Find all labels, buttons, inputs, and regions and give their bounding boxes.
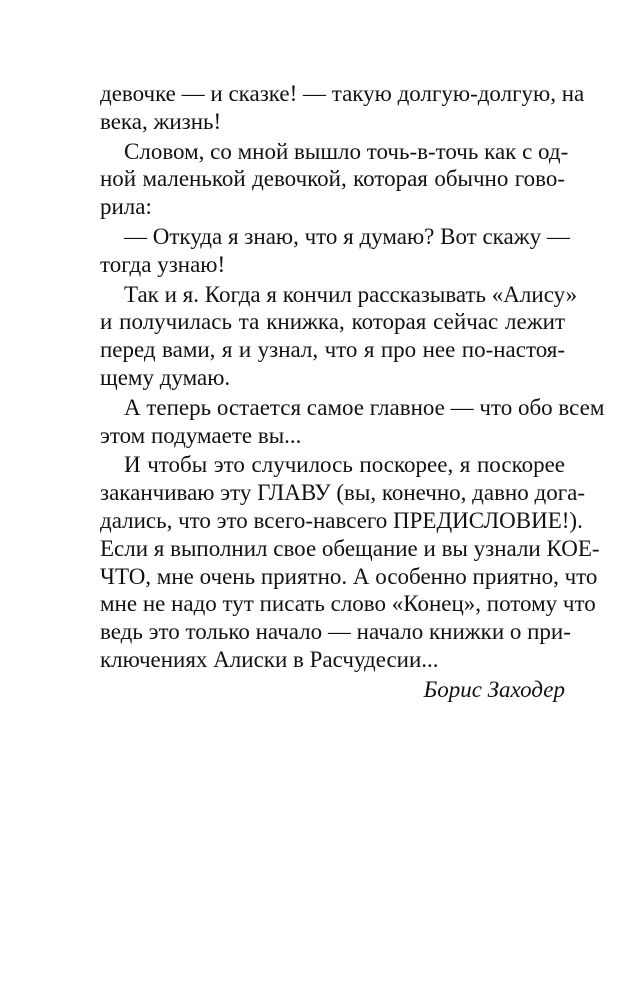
text-line: рила: — [100, 194, 152, 220]
book-page-text — [100, 80, 605, 704]
text-line: заканчиваю эту ГЛАВУ (вы, конечно, давно дога- — [100, 480, 585, 506]
text-line: — Откуда я знаю, что я думаю? Вот скажу — — [124, 223, 570, 249]
paragraph-4 — [100, 281, 578, 392]
text-line: ключениях Алиски в Расчудесии... — [100, 646, 439, 672]
paragraph-6 — [100, 451, 600, 673]
text-line: ной маленькой девочкой, которая обычно гово- — [100, 166, 565, 192]
paragraph-5 — [100, 394, 605, 450]
text-line: Если я выполнил свое обещание и вы узнали КОЕ- — [100, 535, 600, 561]
paragraph-2 — [100, 138, 569, 221]
text-line: Словом, со мной вышло точь-в-точь как с од- — [124, 138, 569, 164]
text-line: щему думаю. — [100, 364, 231, 390]
text-line: ведь это только начало — начало книжки о при- — [100, 619, 571, 645]
text-line: Так и я. Когда я кончил рассказывать «Алису» — [124, 281, 578, 307]
text-line: и получилась та книжка, которая сейчас лежит — [100, 309, 565, 335]
paragraph-1 — [100, 80, 585, 136]
text-line: дались, что это всего-навсего ПРЕДИСЛОВИЕ!). — [100, 507, 583, 533]
text-line: этом подумаете вы... — [100, 422, 302, 448]
text-line: века, жизнь! — [100, 108, 222, 134]
text-line: А теперь остается самое главное — что обо всем — [124, 394, 605, 420]
text-line: тогда узнаю! — [100, 251, 226, 277]
author-signature: Борис Заходер — [423, 676, 565, 702]
text-line: мне не надо тут писать слово «Конец», потому что — [100, 591, 596, 617]
paragraph-3 — [100, 223, 570, 279]
text-line: девочке — и сказке! — такую долгую-долгую, на — [100, 81, 585, 106]
text-line: ЧТО, мне очень приятно. А особенно приятно, что — [100, 563, 598, 589]
text-line: перед вами, я и узнал, что я про нее по-настоя- — [100, 337, 565, 363]
text-line: И чтобы это случилось поскорее, я поскорее — [124, 452, 565, 478]
